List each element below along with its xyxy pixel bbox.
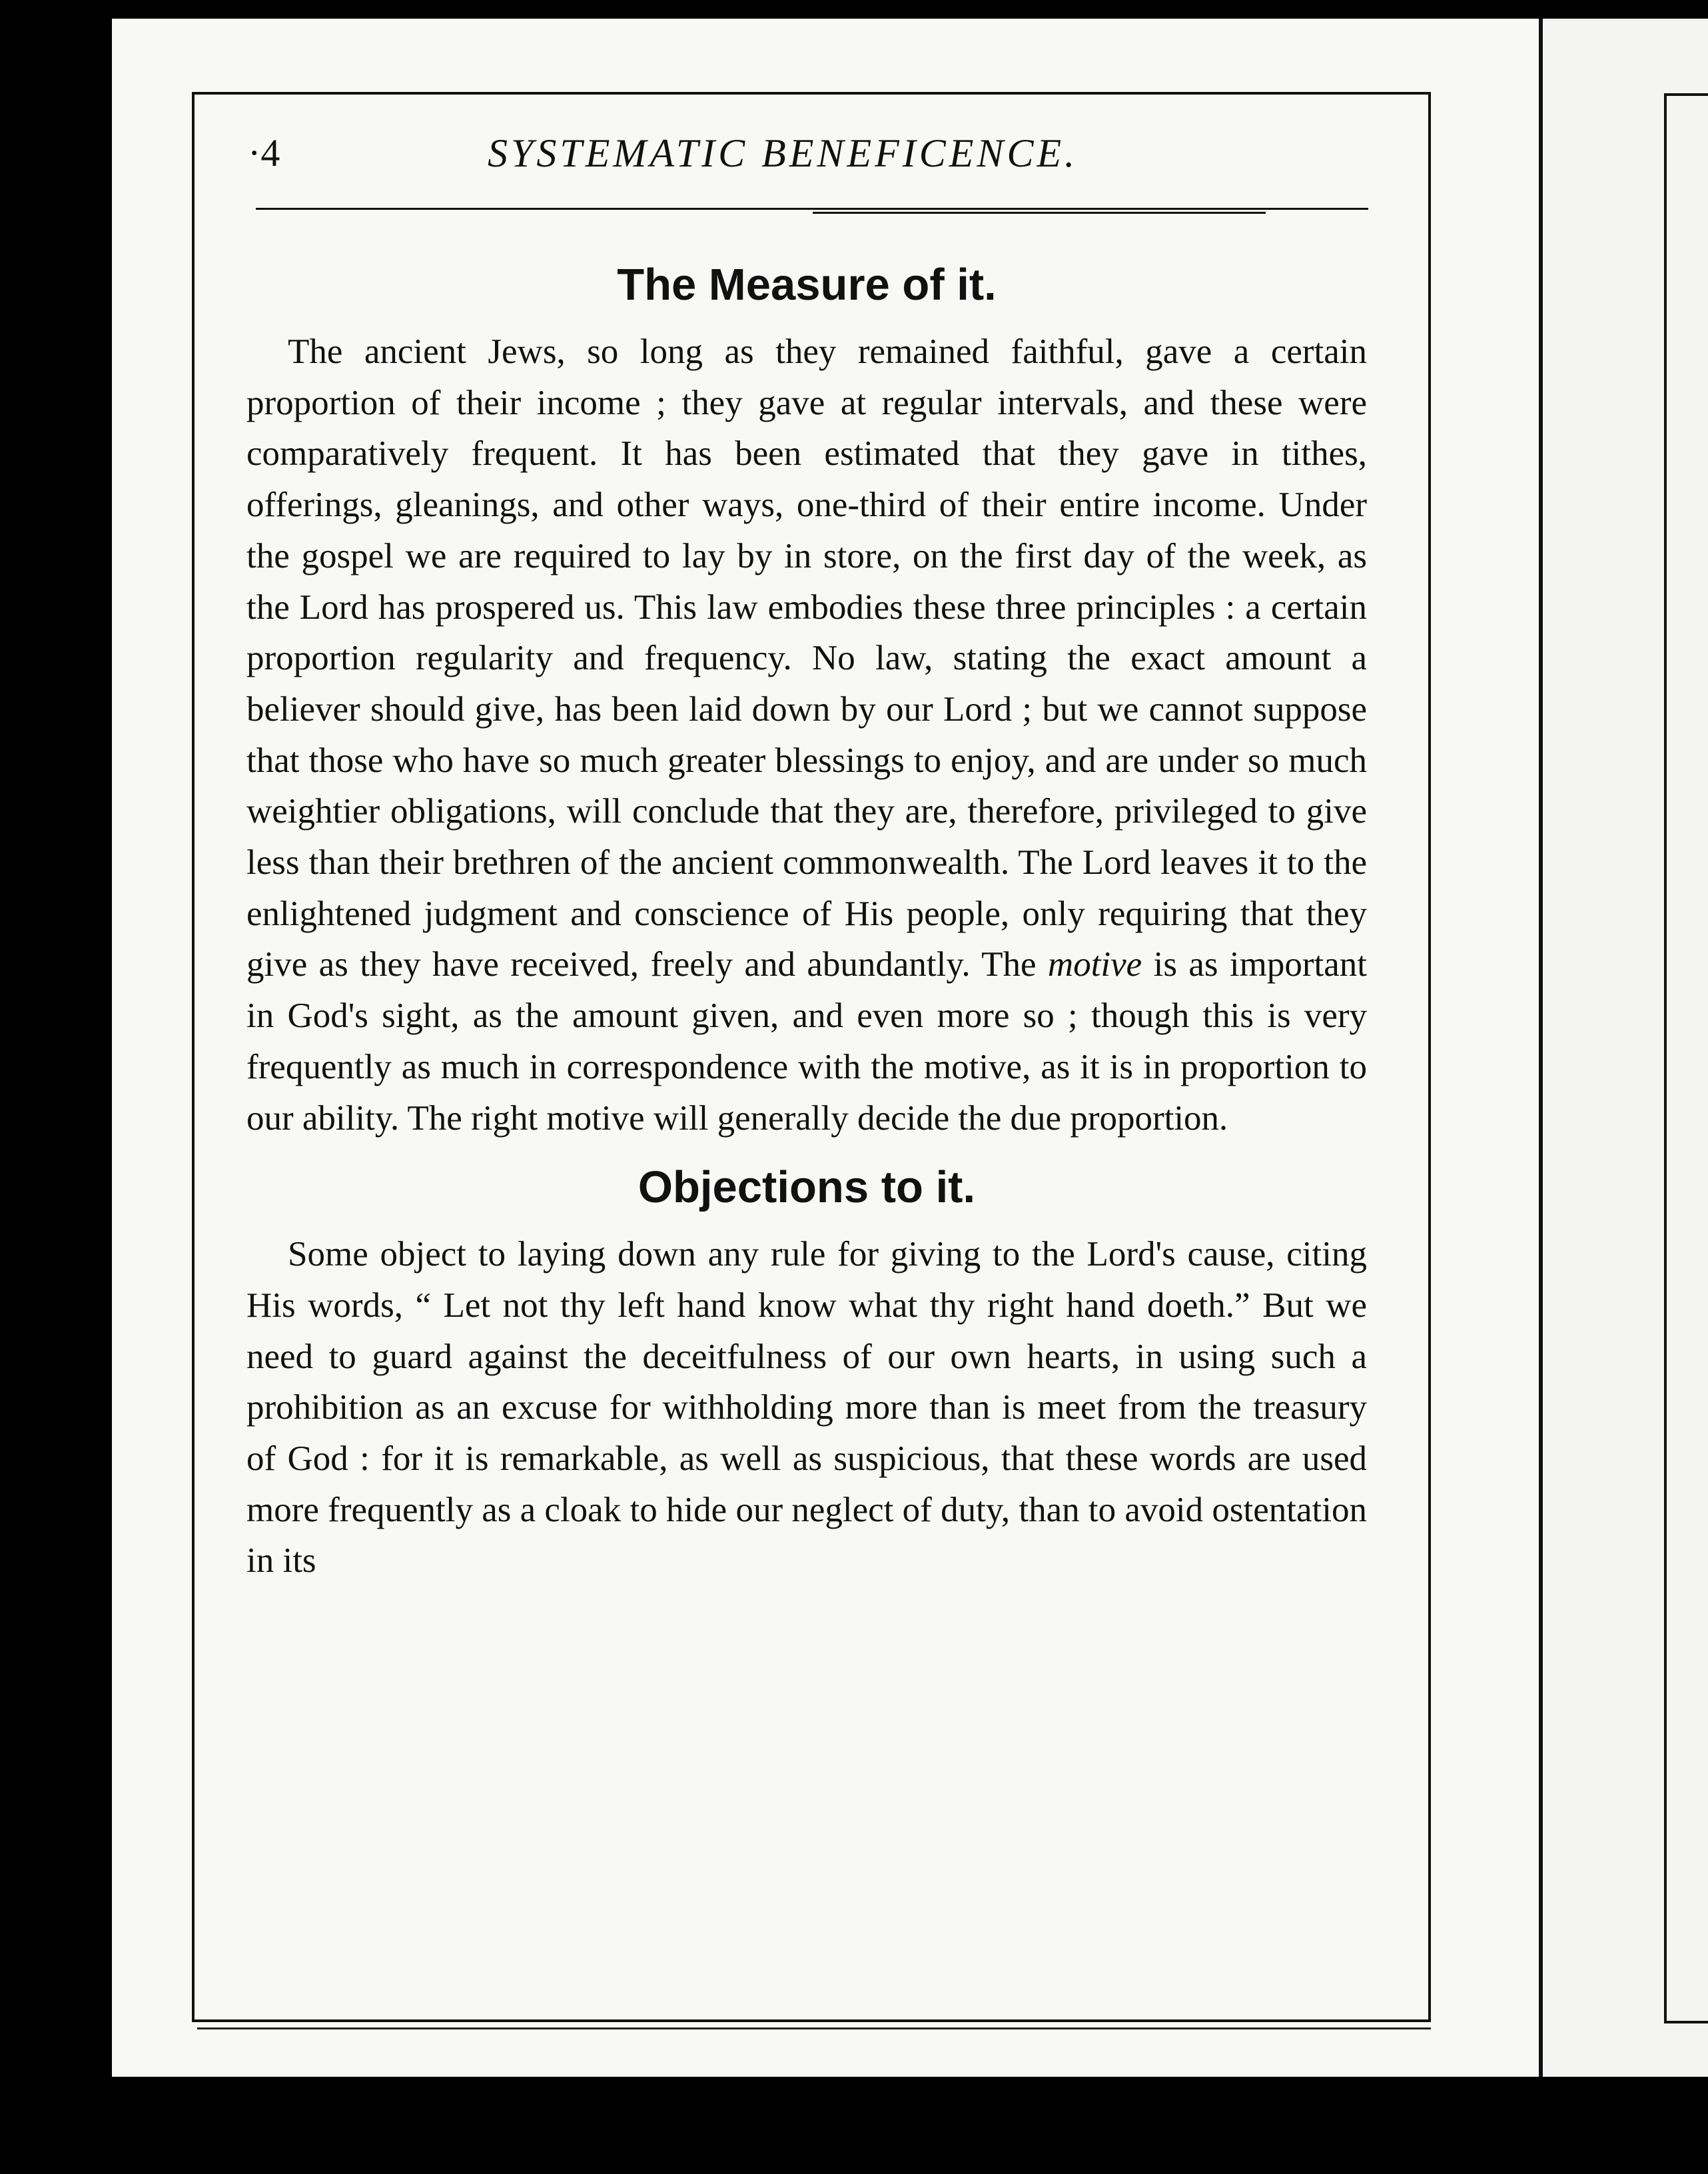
text-column — [246, 244, 1367, 1587]
emphasis-motive: motive — [1047, 945, 1142, 984]
section-heading-objections: Objections to it. — [638, 1162, 976, 1213]
bottom-rule — [197, 2027, 1431, 2029]
page-number: ·4 — [248, 131, 280, 175]
paragraph-measure-text-1: The ancient Jews, so long as they remained faithful, gave a certain proportion of their income ; they gave at regular intervals, and these were comparatively frequent. It has been estimated that they gave in tithes, offerings, gleanings, and other ways, one-third of their entire income. Under the gospel we are required to lay by in store, on the first day of the week, as the Lord has prospered us. This law embodies these three principles : a certain proportion regularity and frequency. No law, stating the exact amount a believer should give, has been laid down by our Lord ; but we cannot suppose that those who have so much greater blessings to enjoy, and are under so much weightier obligations, will conclude that they are, therefore, privileged to give less than their brethren of the ancient commonwealth. The Lord leaves it to the enlightened judgment and conscience of His people, only requiring that they give as they have received, freely and abundantly. The — [246, 332, 1367, 984]
paragraph-measure-text-2: is as important in God's sight, as the amount given, and even more so ; though this is very frequently as much in correspondence with the motive, as it is in proportion to our ability. The right motive will generally decide the due proportion. — [246, 945, 1367, 1138]
header-rule-accent — [813, 212, 1266, 214]
facing-page-frame — [1664, 93, 1708, 2023]
running-head — [234, 131, 1374, 184]
header-rule — [256, 208, 1368, 210]
running-title: SYSTEMATIC BENEFICENCE. — [488, 131, 1078, 175]
section-heading-measure: The Measure of it. — [617, 260, 997, 310]
paragraph-objections: Some object to laying down any rule for giving to the Lord's cause, citing His words, “ Let not thy left hand know what thy right hand doeth.” But we need to guard against the deceitfulness of our own hearts, in using such a prohibition as an excuse for withholding more than is meet from the treasury of God : for it is remarkable, as well as suspicious, that these words are used more frequently as a cloak to hide our neglect of duty, than to avoid ostentation in its — [246, 1235, 1367, 1581]
paragraph-measure — [246, 326, 1367, 1144]
